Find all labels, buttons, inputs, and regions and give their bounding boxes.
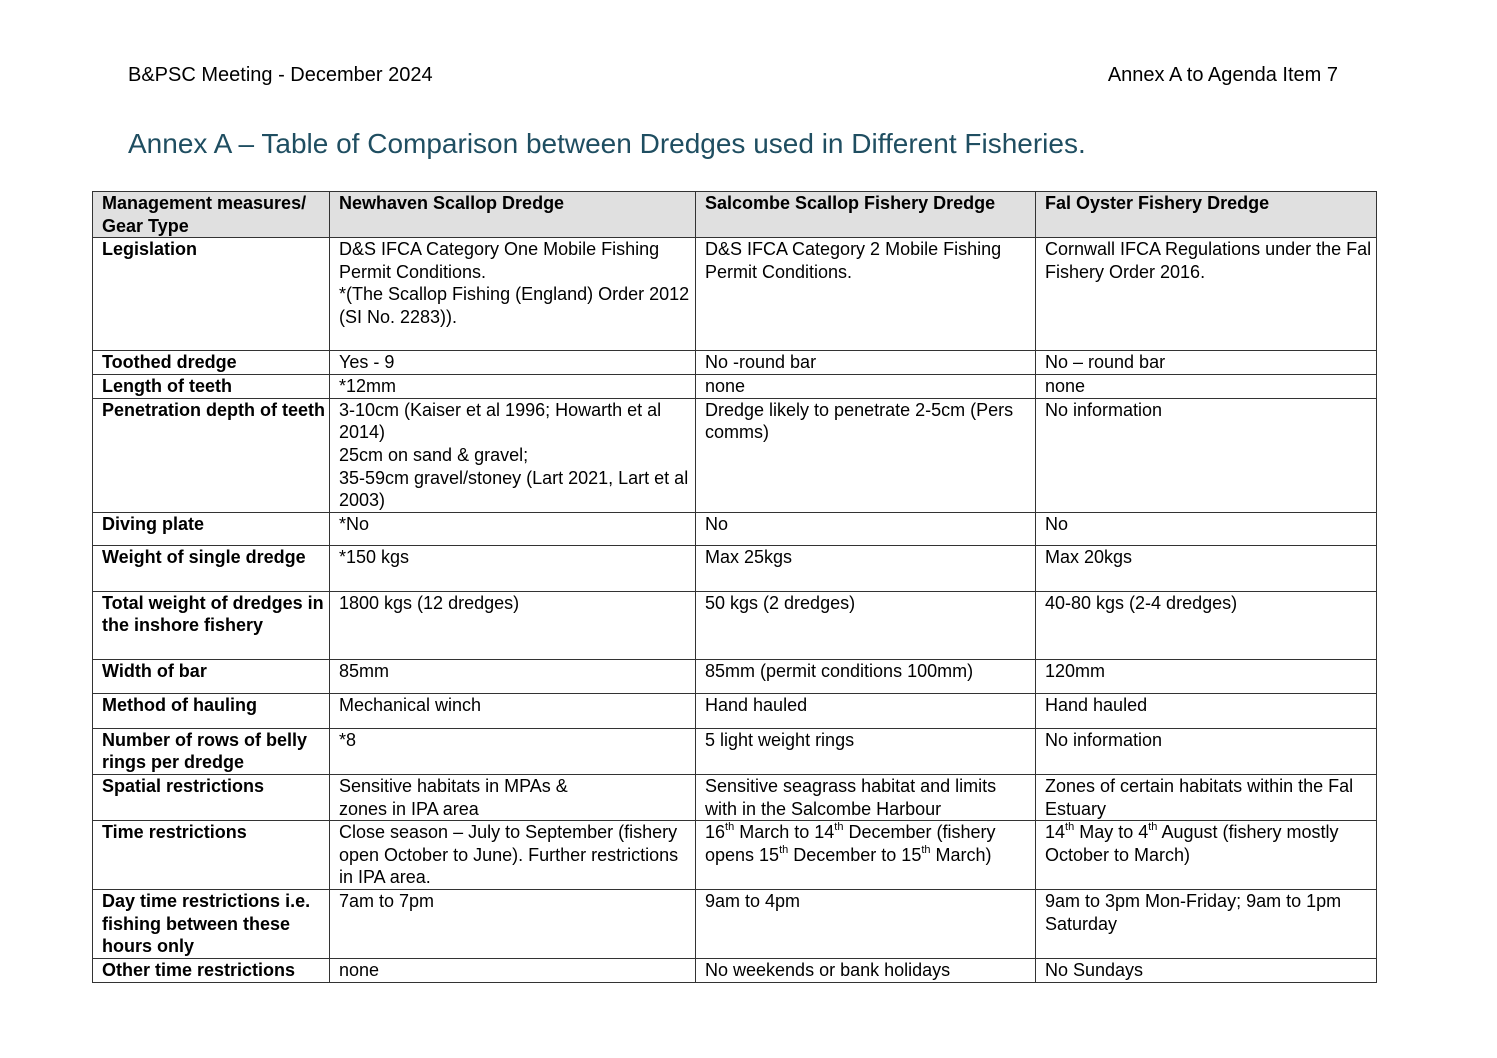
table-cell <box>696 821 1036 890</box>
table-row <box>93 774 1377 820</box>
row-label: Legislation <box>93 238 330 351</box>
table-row <box>93 398 1377 512</box>
table-row <box>93 693 1377 728</box>
table-cell: 9am to 4pm <box>696 890 1036 959</box>
column-header: Fal Oyster Fishery Dredge <box>1036 192 1377 238</box>
table-cell: No <box>1036 512 1377 545</box>
ordinal-suffix: th <box>1148 821 1158 834</box>
cell-text: May to 4 <box>1074 822 1149 843</box>
table-cell: 7am to 7pm <box>330 890 696 959</box>
table-cell: 50 kgs (2 dredges) <box>696 591 1036 659</box>
row-label: Total weight of dredges in the inshore fishery <box>93 591 330 659</box>
table-cell: 85mm (permit conditions 100mm) <box>696 659 1036 693</box>
cell-text: March) <box>930 844 992 865</box>
table-cell: Dredge likely to penetrate 2-5cm (Pers comms) <box>696 398 1036 512</box>
table-cell <box>330 774 696 820</box>
table-cell: Sensitive seagrass habitat and limits with in the Salcombe Harbour <box>696 774 1036 820</box>
table-row <box>93 958 1377 982</box>
table-cell: 40-80 kgs (2-4 dredges) <box>1036 591 1377 659</box>
table-cell <box>330 238 696 351</box>
table-row <box>93 512 1377 545</box>
cell-text: March to 14 <box>734 822 835 843</box>
table-cell: 1800 kgs (12 dredges) <box>330 591 696 659</box>
ordinal-suffix: th <box>834 821 844 834</box>
table-cell: Hand hauled <box>696 693 1036 728</box>
table-cell: Yes - 9 <box>330 351 696 375</box>
header-agenda-item: Annex A to Agenda Item 7 <box>1107 64 1338 86</box>
comparison-table <box>92 191 1377 983</box>
table-row <box>93 351 1377 375</box>
table-header-row <box>93 192 1377 238</box>
table-cell: 5 light weight rings <box>696 728 1036 774</box>
ordinal-suffix: th <box>1065 821 1075 834</box>
header-meeting: B&PSC Meeting - December 2024 <box>128 64 433 86</box>
table-cell: Max 20kgs <box>1036 545 1377 591</box>
table-cell: 120mm <box>1036 659 1377 693</box>
table-cell <box>1036 821 1377 890</box>
table-cell: *8 <box>330 728 696 774</box>
row-label: Other time restrictions <box>93 958 330 982</box>
table-row <box>93 238 1377 351</box>
table-row <box>93 890 1377 959</box>
row-label: Day time restrictions i.e. fishing between these hours only <box>93 890 330 959</box>
table-cell: *150 kgs <box>330 545 696 591</box>
ordinal-suffix: th <box>725 821 735 834</box>
table-cell: Hand hauled <box>1036 693 1377 728</box>
table-cell: *12mm <box>330 375 696 399</box>
cell-text: August (fishery mostly October to March) <box>1045 822 1339 865</box>
page-title: Annex A – Table of Comparison between Dredges used in Different Fisheries. <box>128 128 1086 159</box>
cell-text: D&S IFCA Category 2 Mobile Fishing Permit Conditions. <box>705 239 1002 282</box>
row-label: Time restrictions <box>93 821 330 890</box>
cell-text: December (fishery opens 15 <box>705 822 996 865</box>
row-label: Width of bar <box>93 659 330 693</box>
table-cell: none <box>1036 375 1377 399</box>
row-label: Weight of single dredge <box>93 545 330 591</box>
cell-text: Cornwall IFCA Regulations under the Fal Fishery Order 2016. <box>1045 239 1372 282</box>
table-row <box>93 821 1377 890</box>
table-cell: No Sundays <box>1036 958 1377 982</box>
column-header: Management measures/ Gear Type <box>93 192 330 238</box>
table-cell: No weekends or bank holidays <box>696 958 1036 982</box>
table-cell <box>330 398 696 512</box>
cell-text: 3-10cm (Kaiser et al 1996; Howarth et al 2014) <box>339 399 662 443</box>
table-cell: No – round bar <box>1036 351 1377 375</box>
cell-text: 25cm on sand & gravel; <box>339 444 529 465</box>
cell-text: Sensitive habitats in MPAs & <box>339 775 568 796</box>
table-row <box>93 728 1377 774</box>
row-label: Length of teeth <box>93 375 330 399</box>
table-cell: none <box>696 375 1036 399</box>
cell-text: 16 <box>705 822 726 843</box>
cell-text: D&S IFCA Category One Mobile Fishing Permit Conditions. <box>339 239 660 282</box>
ordinal-suffix: th <box>921 843 931 856</box>
table-row <box>93 591 1377 659</box>
table-cell: No -round bar <box>696 351 1036 375</box>
ordinal-suffix: th <box>779 843 789 856</box>
table-cell: 85mm <box>330 659 696 693</box>
column-header: Salcombe Scallop Fishery Dredge <box>696 192 1036 238</box>
table-cell: 9am to 3pm Mon-Friday; 9am to 1pm Saturday <box>1036 890 1377 959</box>
table-row <box>93 375 1377 399</box>
cell-text: December to 15 <box>788 844 922 865</box>
table-cell: *No <box>330 512 696 545</box>
row-label: Number of rows of belly rings per dredge <box>93 728 330 774</box>
cell-text: *(The Scallop Fishing (England) Order 2012 (SI No. 2283)). <box>339 284 690 327</box>
row-label: Toothed dredge <box>93 351 330 375</box>
cell-text: 14 <box>1045 822 1066 843</box>
row-label: Diving plate <box>93 512 330 545</box>
table-cell: No <box>696 512 1036 545</box>
table-cell: No information <box>1036 728 1377 774</box>
row-label: Penetration depth of teeth <box>93 398 330 512</box>
cell-text: 35-59cm gravel/stoney (Lart 2021, Lart et al 2003) <box>339 467 689 511</box>
cell-text: zones in IPA area <box>339 798 479 819</box>
table-cell: Mechanical winch <box>330 693 696 728</box>
table-row <box>93 659 1377 693</box>
table-cell: No information <box>1036 398 1377 512</box>
table-cell: Max 25kgs <box>696 545 1036 591</box>
table-cell <box>696 238 1036 351</box>
table-cell: Close season – July to September (fishery open October to June). Further restrictions in IPA area. <box>330 821 696 890</box>
row-label: Method of hauling <box>93 693 330 728</box>
row-label: Spatial restrictions <box>93 774 330 820</box>
table-cell: none <box>330 958 696 982</box>
table-row <box>93 545 1377 591</box>
column-header: Newhaven Scallop Dredge <box>330 192 696 238</box>
table-cell: Zones of certain habitats within the Fal Estuary <box>1036 774 1377 820</box>
table-cell <box>1036 238 1377 351</box>
